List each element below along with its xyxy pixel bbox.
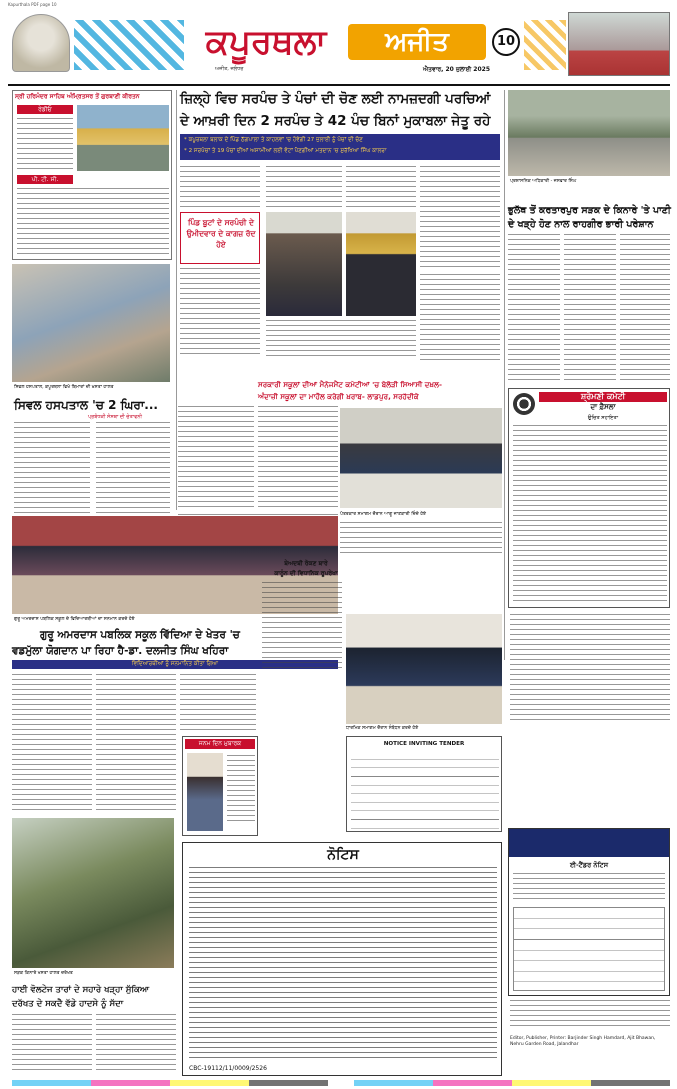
road-text-col3 [620,234,670,384]
press-meet-photo [340,408,502,508]
school-caption: ਗੁਰੂ ਅਮਰਦਾਸ ਪਬਲਿਕ ਸਕੂਲ ਦੇ ਵਿਦਿਆਰਥੀਆਂ ਦਾ ਸਨਮਾਨ ਕਰਦੇ ਹੋਏ [14,617,135,622]
tree-text-col2 [96,1014,176,1074]
lead-inset-text: ਪਿੰਡ ਬੂਟਾਂ ਦੇ ਸਰਪੰਚੀ ਦੇ ਉਮੀਦਵਾਰ ਦੇ ਕਾਗਜ਼ ਰੱਦ ਹੋਏ [186,218,256,249]
middle-text-col1 [178,406,254,510]
lead-text-col1 [180,166,260,210]
kirtan-box [12,90,172,260]
civil-text-col1 [14,422,90,514]
print-header: Kapurthala PDF page 10 [8,2,57,7]
notice-title: ਨੋਟਿਸ [327,847,359,863]
sgpc-title-2: ਦਾ ਫ਼ੈਸਲਾ [590,403,616,411]
masthead-sub: ਅਜੀਤ, ਜਲੰਧਰ [215,66,244,72]
road-text-col2 [564,234,616,384]
school-text-col3 [180,674,256,734]
sgpc-box [508,388,670,608]
col-divider-1 [176,90,177,510]
lead-text-col4b [420,274,500,360]
school-text-col2 [96,674,176,814]
tree-headline-1: ਹਾਈ ਵੋਲਟੇਜ ਤਾਰਾਂ ਦੇ ਸਹਾਰੇ ਖੜ੍ਹਾ ਸੁੱਕਿਆ [12,985,150,995]
temple-illustration [12,14,70,72]
birthday-photo [187,753,223,831]
law-side-head-2: ਕਾਨੂੰਨ ਦੀ ਵਿਧਾਨਿਕ ਰੂਪਰੇਖਾ [274,570,338,577]
kirtan-title: ਸ੍ਰੀ ਹਰਿਮੰਦਰ ਸਾਹਿਬ ਅੰਮ੍ਰਿਤਸਰ ਤੋਂ ਗੁਰਬਾਣੀ ਕੀਰਤਨ [15,93,140,100]
road-water-photo [508,90,670,176]
notice-footer: CBC-19112/11/0009/2526 [189,1065,267,1072]
birthday-text [227,755,255,825]
radio-tag: ਰੇਡੀਓ [17,105,73,114]
golden-temple-photo [77,105,169,171]
civil-headline: ਸਿਵਲ ਹਸਪਤਾਲ 'ਚ 2 ਘਿਰਾ... [14,398,158,412]
birthday-title: ਜਨਮ ਦਿਨ ਮੁਬਾਰਕ [185,739,255,749]
right-notice-text [510,614,670,724]
school-kicker: ਵਿਦਿਆਰਥੀਆਂ ਨੂੰ ਸਨਮਾਨਿਤ ਕੀਤਾ ਗਿਆ [12,660,338,669]
civil-photo-caption: ਸਿਵਲ ਹਸਪਤਾਲ, ਕਪੂਰਥਲਾ ਵਿਖੇ ਬਿਮਾਰਾਂ ਦੀ ਖ਼ਸਤਾ ਹਾਲਤ [14,385,114,390]
lead-text-col2 [266,166,342,210]
school-headline-1: ਗੁਰੂ ਅਮਰਦਾਸ ਪਬਲਿਕ ਸਕੂਲ ਵਿੱਦਿਆ ਦੇ ਖੇਤਰ 'ਚ [40,629,240,641]
civil-sub: ਪ੍ਰਬੰਧਕੀ ਸੰਸਥਾ ਦੀ ਚੇਤਾਵਨੀ [87,414,143,420]
page-number: 10 [492,28,520,56]
etender-table [513,907,665,991]
civil-hospital-photo [12,264,170,382]
lead-text-col4 [420,166,500,270]
law-side-head-1: ਬੇਅਦਬੀ ਰੋਕਣ ਬਾਰੇ [284,560,328,567]
notice-text [189,867,497,1059]
lead-kicker-box [180,134,500,160]
lead-headline-2: ਦੇ ਆਖ਼ਰੀ ਦਿਨ 2 ਸਰਪੰਚ ਤੇ 42 ਪੰਚ ਬਿਨਾਂ ਮੁਕਾਬਲਾ ਜੇਤੂ ਰਹੇ [180,113,491,129]
road-photo-caption: ਪ੍ਰਸ਼ਾਸਨਿਕ ਅਧਿਕਾਰੀ - ਜਸਵਾਰ ਸਿੰਘ [510,179,577,184]
middle-headline-2: ਅੰਦਾਜ਼ੀ ਸਕੂਲਾਂ ਦਾ ਮਾਹੌਲ ਕਰੇਗੀ ਖ਼ਰਾਬ- ਲਾਡਪੁਰ, ਸਰਹੱਦੀਕੇ [258,392,419,401]
tender-table [351,751,499,829]
ornament-right [524,20,566,70]
ptc-tag: ਪੀ. ਟੀ. ਸੀ. [17,175,73,184]
tree-photo [12,818,174,968]
middle-headline-1: ਸਰਕਾਰੀ ਸਕੂਲਾਂ ਦੀਆਂ ਮੈਨੇਜਮੈਂਟ ਕਮੇਟੀਆਂ 'ਚ ਬੇਲੋੜੀ ਸਿਆਸੀ ਦਖ਼ਲ- [258,380,442,389]
school-text-col1 [12,674,92,814]
religious-event-photo [346,614,502,724]
candidate-photo-1 [266,212,342,316]
tree-headline-2: ਦਰੱਖਤ ਦੇ ਸਕਦੈ ਵੱਡੇ ਹਾਦਸੇ ਨੂੰ ਸੱਦਾ [12,999,124,1009]
kirtan-radio-text [17,118,73,170]
registration-bar [12,1080,670,1086]
bottom-right-text [510,1000,670,1030]
title-block [186,20,486,64]
birthday-box [182,736,258,836]
col-divider-2 [504,90,505,660]
ornament-left [74,20,184,70]
road-text-col1 [508,234,560,384]
etender-banner [509,829,669,857]
tree-text-col1 [12,1014,92,1074]
civil-text-col2 [96,422,170,514]
sgpc-text [513,425,667,605]
lead-headline-1: ਜ਼ਿਲ੍ਹੇ ਵਿਚ ਸਰਪੰਚ ਤੇ ਪੰਚਾਂ ਦੀ ਚੋਣ ਲਈ ਨਾਮਜ਼ਦਗੀ ਪਰਚਿਆਂ [180,91,491,107]
road-headline-1: ਭੁਲੱਥ ਤੋਂ ਕਰਤਾਰਪੁਰ ਸੜਕ ਦੇ ਕਿਨਾਰੇ 'ਤੇ ਪਾਣੀ [508,205,671,216]
middle-text-col2 [258,406,338,510]
sgpc-logo [513,393,535,415]
sgpc-sub: ਉਚਿਤ ਸਹਾਇਤਾ [587,415,619,421]
tender-title: NOTICE INVITING TENDER [383,741,465,747]
press-meet-caption: ਪੱਤਰਕਾਰ ਸਮਾਗਮ ਦੌਰਾਨ ਆਗੂ ਜਾਣਕਾਰੀ ਦਿੰਦੇ ਹੋਏ [340,512,427,517]
paper-name: ਅਜੀਤ [348,24,486,60]
lead-kicker-1: * ਕਪੂਰਥਲਾ ਬਲਾਕ ਦੇ ਪਿੰਡ ਠੱਗਪਾਲਾ ਤੇ ਕਾਹਲਵਾਂ 'ਚ ਹੋਵੇਗੀ 27 ਜੁਲਾਈ ਨੂੰ ਪੰਚਾਂ ਦੀ ਚੋਣ [184,137,363,143]
building-illustration [568,12,670,76]
kirtan-ptc-text [17,188,169,258]
road-headline-2: ਦੇ ਖੜ੍ਹੇ ਹੋਣ ਨਾਲ ਰਾਹਗੀਰ ਭਾਰੀ ਪਰੇਸ਼ਾਨ [508,219,654,230]
sgpc-title-1: ਸ਼੍ਰੋਮਣੀ ਕਮੇਟੀ [539,392,667,402]
lead-text-col1b [180,268,260,358]
etender-box [508,828,670,996]
middle-text-right [340,522,502,554]
tender-box [346,736,502,832]
religious-caption: ਧਾਰਮਿਕ ਸਮਾਗਮ ਦੌਰਾਨ ਸੰਬੋਧਨ ਕਰਦੇ ਹੋਏ [346,726,419,731]
candidate-photo-2 [346,212,416,316]
masthead-date: ਐਤਵਾਰ, 20 ਜੁਲਾਈ 2025 [422,66,490,73]
masthead [0,12,677,82]
notice-box [182,842,502,1076]
city-name: ਕਪੂਰਥਲਾ [205,22,327,62]
tree-caption: ਸੜਕ ਕਿਨਾਰੇ ਖਸਤਾ ਹਾਲਤ ਦਰੱਖਤ [14,971,73,976]
etender-title: ਈ-ਟੈਂਡਰ ਨੋਟਿਸ [569,861,609,869]
lead-inset-box [180,212,260,264]
lead-kicker-2: * 2 ਸਰਪੰਚਾਂ ਤੇ 19 ਪੰਚਾਂ ਦੀਆਂ ਅਸਾਮੀਆਂ ਲਈ ਵੋਟਾਂ ਪੈਣਗੀਆਂ ਮਤਦਾਨ 'ਚ ਸੁਰੱਖਿਆ ਸਿੰਘ ਕਾਲਰਾ [184,148,387,154]
etender-text [513,873,665,903]
school-headline-2: ਵਡਮੁੱਲਾ ਯੋਗਦਾਨ ਪਾ ਰਿਹਾ ਹੈ-ਡਾ. ਦਲਜੀਤ ਸਿੰਘ ਖਹਿਰਾ [12,645,229,657]
masthead-rule [8,84,670,86]
lead-text-col2b [266,320,416,360]
lead-text-col3 [346,166,416,210]
imprint: Editor, Publisher, Printer: Barjinder Singh Hamdard, Ajit Bhawan, Nehru Garden Road, Jalandhar [510,1036,656,1047]
law-text [262,582,342,672]
